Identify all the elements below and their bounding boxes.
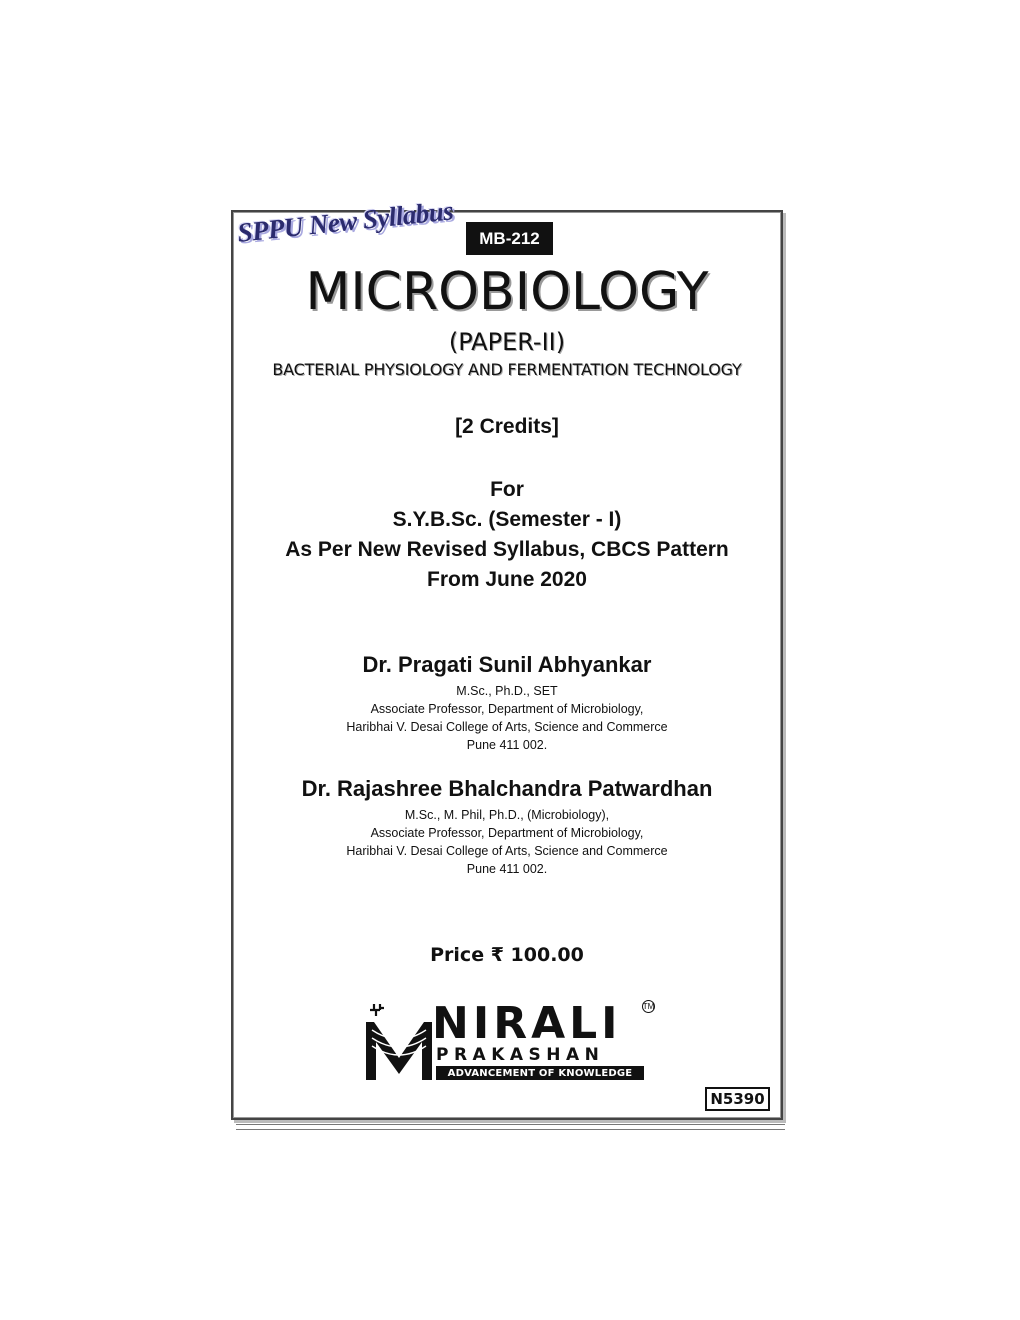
author-1-city: Pune 411 002. — [466, 738, 548, 752]
cover-underline — [236, 1124, 785, 1130]
paper-label: (PAPER-II) — [448, 328, 566, 356]
course-code-badge: MB-212 — [466, 222, 553, 255]
author-2-position: Associate Professor, Department of Microbiology, — [370, 826, 644, 840]
catalog-code: N5390 — [705, 1087, 770, 1111]
publisher-sub-brand: PRAKASHAN — [436, 1045, 605, 1065]
credits: [2 Credits] — [455, 415, 559, 438]
from-line: From June 2020 — [427, 568, 587, 591]
syllabus-line: As Per New Revised Syllabus, CBCS Pattern — [285, 538, 729, 561]
subject-title: BACTERIAL PHYSIOLOGY AND FERMENTATION TECHNOLOGY — [272, 360, 742, 379]
publisher-logo — [364, 1000, 654, 1082]
author-2-details — [231, 806, 783, 878]
publisher-tagline: ADVANCEMENT OF KNOWLEDGE — [436, 1066, 644, 1080]
publisher-emblem-icon — [364, 1000, 434, 1082]
price: Price ₹ 100.00 — [430, 944, 584, 966]
course-name: S.Y.B.Sc. (Semester - I) — [392, 508, 622, 531]
author-2-city: Pune 411 002. — [466, 862, 548, 876]
author-1-college: Haribhai V. Desai College of Arts, Science and Commerce — [346, 720, 668, 734]
author-1-details — [231, 682, 783, 754]
author-1-name: Dr. Pragati Sunil Abhyankar — [362, 652, 652, 677]
trademark-mark: TM — [642, 1002, 655, 1011]
author-1-qualifications: M.Sc., Ph.D., SET — [456, 684, 558, 698]
author-1-position: Associate Professor, Department of Microbiology, — [370, 702, 644, 716]
for-label: For — [490, 478, 524, 501]
series-tag: SPPU New Syllabus — [236, 195, 455, 248]
book-title: MICROBIOLOGY — [305, 262, 709, 322]
course-info — [231, 475, 783, 595]
publisher-brand: NIRALI — [432, 998, 622, 1049]
author-2-name: Dr. Rajashree Bhalchandra Patwardhan — [301, 776, 713, 801]
author-2-college: Haribhai V. Desai College of Arts, Science and Commerce — [346, 844, 668, 858]
author-2-qualifications: M.Sc., M. Phil, Ph.D., (Microbiology), — [404, 808, 610, 822]
